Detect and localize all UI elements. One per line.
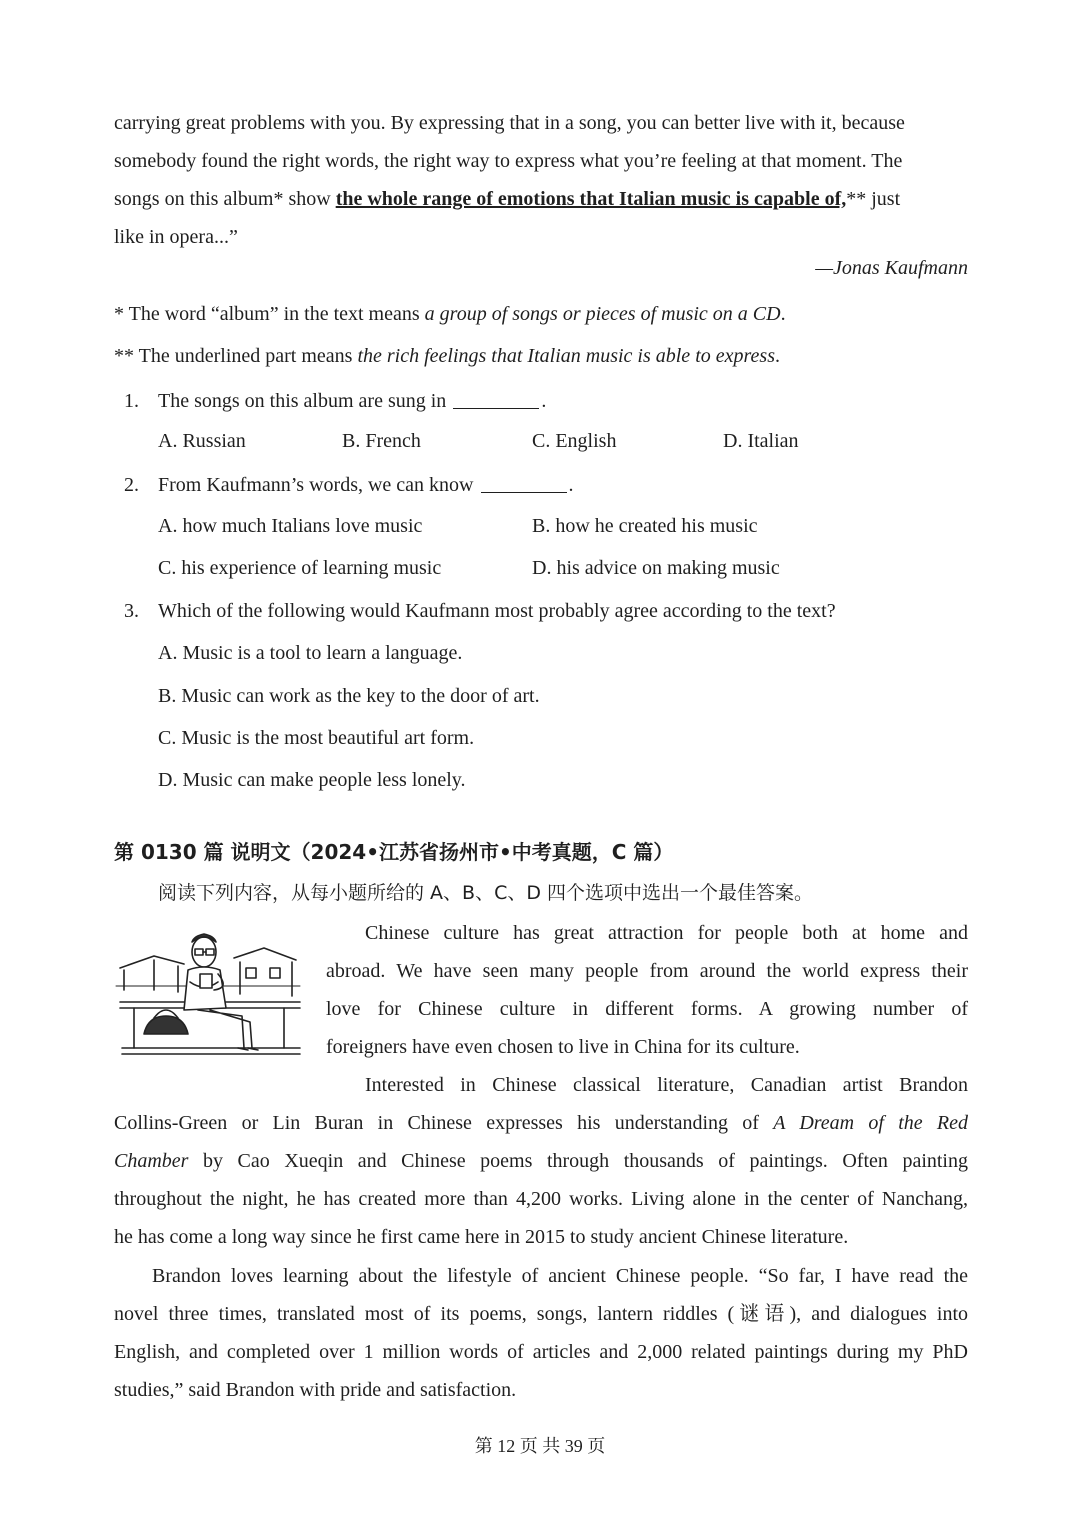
passage-c-line: novel three times, translated most of its poems, songs, lantern riddles (谜语), and dialogues into xyxy=(114,1303,968,1325)
question-3: 3. Which of the following would Kaufmann most probably agree according to the text? xyxy=(124,600,836,622)
passage-c-line: Brandon loves learning about the lifestyle of ancient Chinese people. “So far, I have read the xyxy=(152,1265,968,1287)
passage-line: carrying great problems with you. By expressing that in a song, you can better live with it, because xyxy=(114,112,905,134)
option-2b: B. how he created his music xyxy=(532,515,758,537)
option-2c: C. his experience of learning music xyxy=(158,557,442,579)
option-3c: C. Music is the most beautiful art form. xyxy=(158,727,475,749)
option-3a: A. Music is a tool to learn a language. xyxy=(158,642,463,664)
option-3b: B. Music can work as the key to the door of art. xyxy=(158,685,540,707)
page-number: 第 12 页 共 39 页 xyxy=(474,1436,606,1456)
option-1b: B. French xyxy=(342,430,421,452)
passage-c-line: Chinese culture has great attraction for people both at home and xyxy=(365,922,968,944)
passage-c-line: Chamber by Cao Xueqin and Chinese poems through thousands of paintings. Often painting xyxy=(114,1150,968,1172)
passage-line: songs on this album* show the whole range of emotions that Italian music is capable of,** just xyxy=(114,188,901,210)
passage-c-line: throughout the night, he has created more than 4,200 works. Living alone in the center of Nanchang, xyxy=(114,1188,968,1210)
passage-c-line: English, and completed over 1 million words of articles and 2,000 related paintings during my PhD xyxy=(114,1341,968,1363)
answer-blank xyxy=(481,472,567,493)
option-1a: A. Russian xyxy=(158,430,246,452)
passage-c-line: love for Chinese culture in different forms. A growing number of xyxy=(326,998,968,1020)
passage-line: somebody found the right words, the right way to express what you’re feeling at that moment. The xyxy=(114,150,903,172)
question-2: 2. From Kaufmann’s words, we can know . xyxy=(124,474,574,496)
passage-c-line: abroad. We have seen many people from around the world express their xyxy=(326,960,968,982)
passage-c-line: studies,” said Brandon with pride and satisfaction. xyxy=(114,1379,517,1401)
underlined-phrase: the whole range of emotions that Italian music is capable of, xyxy=(335,188,847,210)
passage-line: like in opera...” xyxy=(114,226,238,248)
option-1c: C. English xyxy=(532,430,617,452)
section-instruction: 阅读下列内容，从每小题所给的 A、B、C、D 四个选项中选出一个最佳答案。 xyxy=(158,882,814,904)
option-3d: D. Music can make people less lonely. xyxy=(158,769,466,791)
option-2a: A. how much Italians love music xyxy=(158,515,423,537)
passage-c-line: he has come a long way since he first came here in 2015 to study ancient Chinese literature. xyxy=(114,1226,849,1248)
passage-c-line: Interested in Chinese classical literature, Canadian artist Brandon xyxy=(365,1074,968,1096)
illustration-man-reading xyxy=(114,930,304,1065)
signature: —Jonas Kaufmann xyxy=(815,257,968,279)
answer-blank xyxy=(453,388,539,409)
section-heading: 第 0130 篇 说明文（2024•江苏省扬州市•中考真题，C 篇） xyxy=(114,840,674,864)
option-2d: D. his advice on making music xyxy=(532,557,780,579)
passage-c-line: Collins-Green or Lin Buran in Chinese expresses his understanding of A Dream of the Red xyxy=(114,1112,969,1134)
footnote-underlined: ** The underlined part means the rich feelings that Italian music is able to express. xyxy=(114,345,780,367)
option-1d: D. Italian xyxy=(723,430,799,452)
question-1: 1. The songs on this album are sung in . xyxy=(124,390,547,412)
footnote-album: * The word “album” in the text means a group of songs or pieces of music on a CD. xyxy=(114,303,786,325)
passage-c-line: foreigners have even chosen to live in China for its culture. xyxy=(326,1036,800,1058)
